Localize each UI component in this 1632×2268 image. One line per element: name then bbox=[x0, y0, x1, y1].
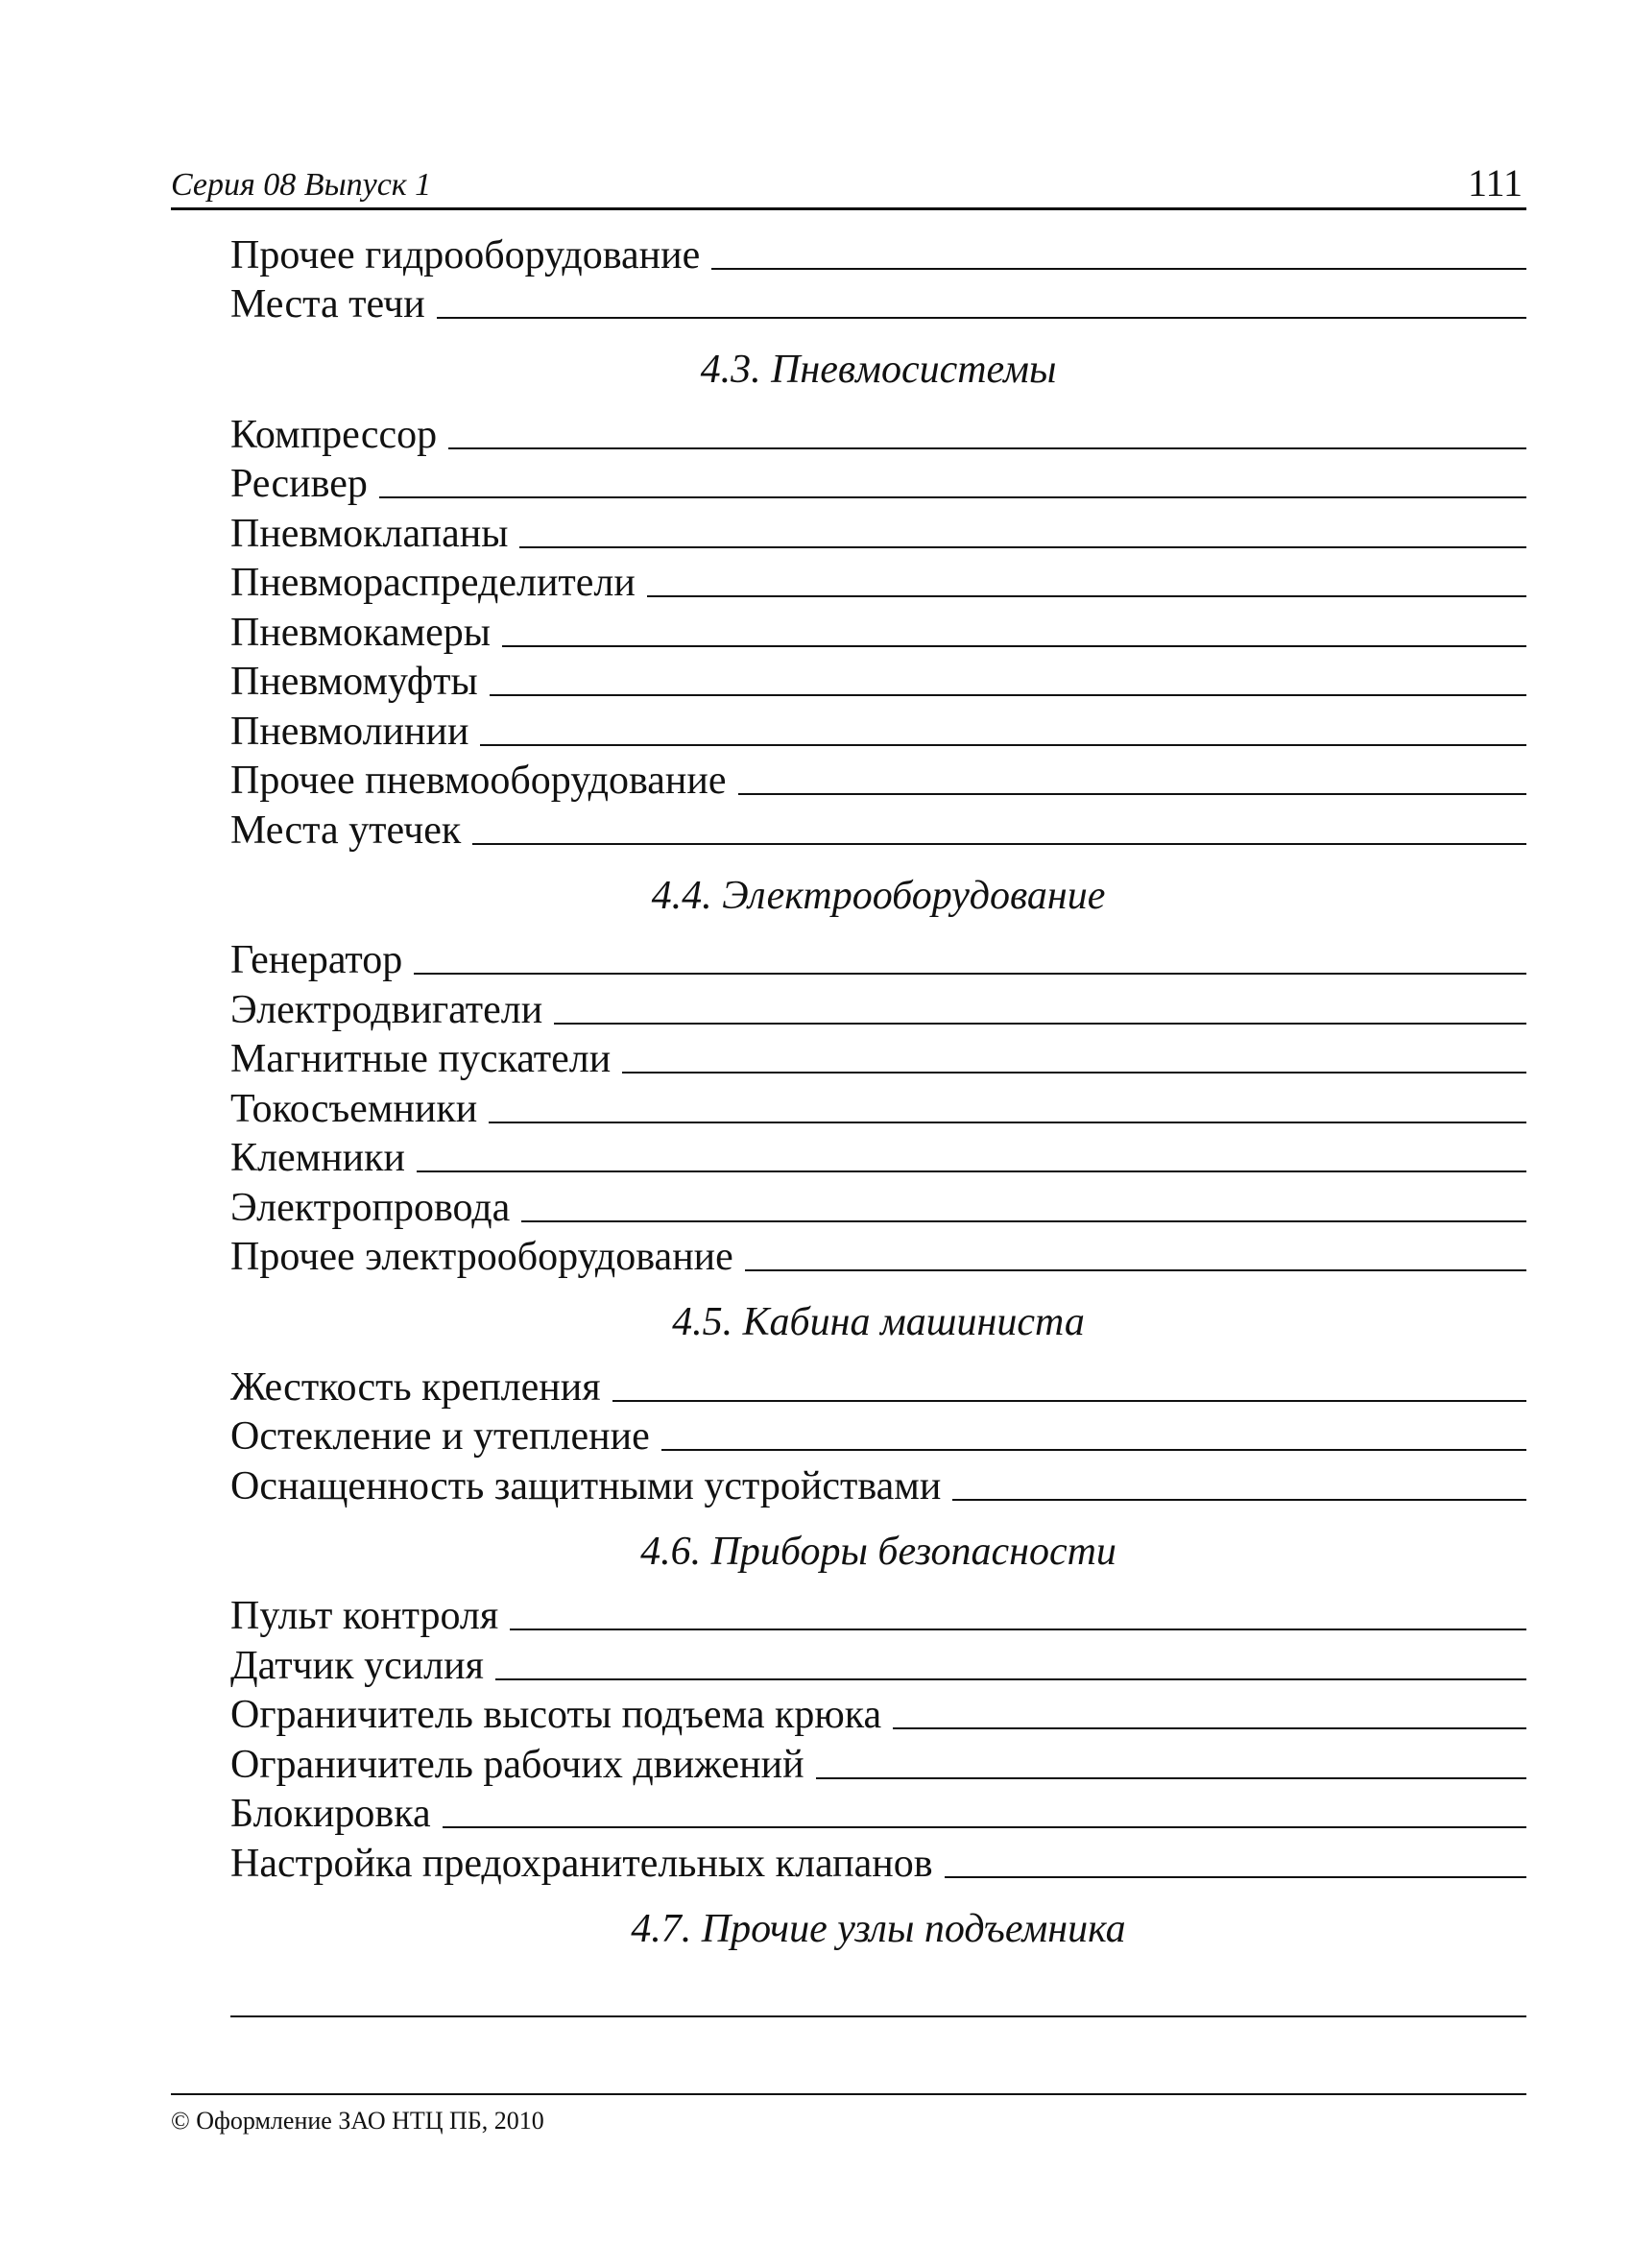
form-row bbox=[230, 278, 1526, 328]
field-label: Токосъемники bbox=[230, 1086, 478, 1131]
form-row bbox=[230, 1033, 1526, 1083]
field-label: Остекление и утепление bbox=[230, 1414, 650, 1459]
section-heading: 4.7. Прочие узлы подъемника bbox=[631, 1906, 1126, 1951]
fill-line[interactable] bbox=[745, 1268, 1526, 1271]
form-content bbox=[230, 229, 1526, 2017]
form-row bbox=[230, 1788, 1526, 1838]
fill-line[interactable] bbox=[612, 1399, 1526, 1402]
field-label: Электропровода bbox=[230, 1185, 511, 1230]
form-row bbox=[230, 1082, 1526, 1132]
section-heading: 4.4. Электрооборудование bbox=[651, 873, 1106, 918]
fill-line[interactable] bbox=[738, 792, 1527, 795]
form-row bbox=[230, 1361, 1526, 1411]
field-label: Прочее электрооборудование bbox=[230, 1235, 733, 1279]
form-row bbox=[230, 1460, 1526, 1509]
form-row bbox=[230, 1837, 1526, 1887]
form-row bbox=[230, 1231, 1526, 1281]
section-operator-cab bbox=[230, 1286, 1526, 1509]
fill-line[interactable] bbox=[443, 1825, 1526, 1828]
field-label: Пневмораспределители bbox=[230, 561, 636, 605]
fill-line[interactable] bbox=[711, 267, 1526, 270]
field-label: Блокировка bbox=[230, 1792, 431, 1836]
page-header bbox=[171, 154, 1526, 210]
fill-line[interactable] bbox=[379, 495, 1526, 498]
field-label: Прочее гидрооборудование bbox=[230, 232, 701, 277]
fill-line[interactable] bbox=[489, 1121, 1526, 1123]
fill-line[interactable] bbox=[437, 316, 1526, 319]
form-row bbox=[230, 804, 1526, 854]
section-heading: 4.6. Приборы безопасности bbox=[640, 1529, 1116, 1574]
fill-line[interactable] bbox=[519, 545, 1526, 548]
top-items bbox=[230, 229, 1526, 327]
form-row bbox=[230, 1132, 1526, 1182]
fill-line[interactable] bbox=[816, 1776, 1526, 1779]
fill-line[interactable] bbox=[414, 972, 1526, 975]
fill-line[interactable] bbox=[945, 1875, 1526, 1878]
form-row bbox=[230, 458, 1526, 508]
field-label: Оснащенность защитными устройствами bbox=[230, 1463, 942, 1508]
field-label: Компрессор bbox=[230, 412, 438, 457]
form-row bbox=[230, 606, 1526, 656]
series-label: Серия 08 Выпуск 1 bbox=[171, 167, 432, 203]
page-footer bbox=[171, 2093, 1526, 2135]
field-label: Пульт контроля bbox=[230, 1594, 499, 1638]
field-label: Пневмоклапаны bbox=[230, 511, 509, 556]
field-label: Ограничитель рабочих движений bbox=[230, 1742, 804, 1787]
field-label: Ограничитель высоты подъема крюка bbox=[230, 1693, 882, 1737]
section-other-lift-units bbox=[230, 1893, 1526, 2017]
fill-line[interactable] bbox=[554, 1022, 1526, 1025]
fill-line[interactable] bbox=[495, 1677, 1526, 1680]
field-label: Места течи bbox=[230, 282, 425, 326]
form-row bbox=[230, 1689, 1526, 1739]
fill-line[interactable] bbox=[521, 1219, 1526, 1222]
form-row bbox=[230, 1738, 1526, 1788]
page-number: 111 bbox=[1467, 161, 1523, 205]
fill-line[interactable] bbox=[661, 1448, 1526, 1451]
section-heading: 4.5. Кабина машиниста bbox=[672, 1300, 1085, 1344]
field-label: Пневмомуфты bbox=[230, 660, 478, 704]
field-label: Электродвигатели bbox=[230, 987, 543, 1032]
fill-line[interactable] bbox=[510, 1628, 1526, 1630]
field-label: Магнитные пускатели bbox=[230, 1037, 612, 1081]
form-row bbox=[230, 755, 1526, 805]
section-safety-devices bbox=[230, 1515, 1526, 1887]
field-label: Клемники bbox=[230, 1136, 406, 1180]
form-row bbox=[230, 1181, 1526, 1231]
form-row bbox=[230, 983, 1526, 1033]
blank-lines bbox=[230, 1983, 1526, 2017]
field-label: Места утечек bbox=[230, 808, 462, 853]
fill-line[interactable] bbox=[480, 743, 1526, 746]
fill-line[interactable] bbox=[622, 1071, 1526, 1074]
section-electrical-equipment bbox=[230, 859, 1526, 1281]
form-row bbox=[230, 229, 1526, 278]
form-row bbox=[230, 656, 1526, 706]
form-row bbox=[230, 507, 1526, 557]
field-label: Настройка предохранительных клапанов bbox=[230, 1841, 933, 1886]
form-row bbox=[230, 557, 1526, 607]
copyright-text: © Оформление ЗАО НТЦ ПБ, 2010 bbox=[171, 2107, 544, 2135]
field-label: Пневмолинии bbox=[230, 709, 469, 754]
field-label: Ресивер bbox=[230, 462, 368, 506]
field-label: Генератор bbox=[230, 938, 403, 982]
form-row bbox=[230, 1639, 1526, 1689]
fill-line[interactable] bbox=[417, 1170, 1526, 1172]
fill-line[interactable] bbox=[230, 1983, 1526, 2017]
field-label: Прочее пневмооборудование bbox=[230, 759, 727, 803]
form-row bbox=[230, 408, 1526, 458]
fill-line[interactable] bbox=[448, 446, 1526, 449]
section-heading: 4.3. Пневмосистемы bbox=[700, 348, 1057, 392]
form-row bbox=[230, 1590, 1526, 1640]
fill-line[interactable] bbox=[893, 1726, 1526, 1729]
fill-line[interactable] bbox=[490, 693, 1526, 696]
fill-line[interactable] bbox=[472, 842, 1526, 845]
form-row bbox=[230, 705, 1526, 755]
field-label: Пневмокамеры bbox=[230, 610, 491, 655]
fill-line[interactable] bbox=[502, 644, 1526, 647]
fill-line[interactable] bbox=[647, 594, 1526, 597]
fill-line[interactable] bbox=[952, 1498, 1526, 1501]
form-row bbox=[230, 1411, 1526, 1460]
form-row bbox=[230, 934, 1526, 984]
field-label: Датчик усилия bbox=[230, 1643, 484, 1688]
section-pneumatic-systems bbox=[230, 333, 1526, 854]
field-label: Жесткость крепления bbox=[230, 1364, 601, 1410]
